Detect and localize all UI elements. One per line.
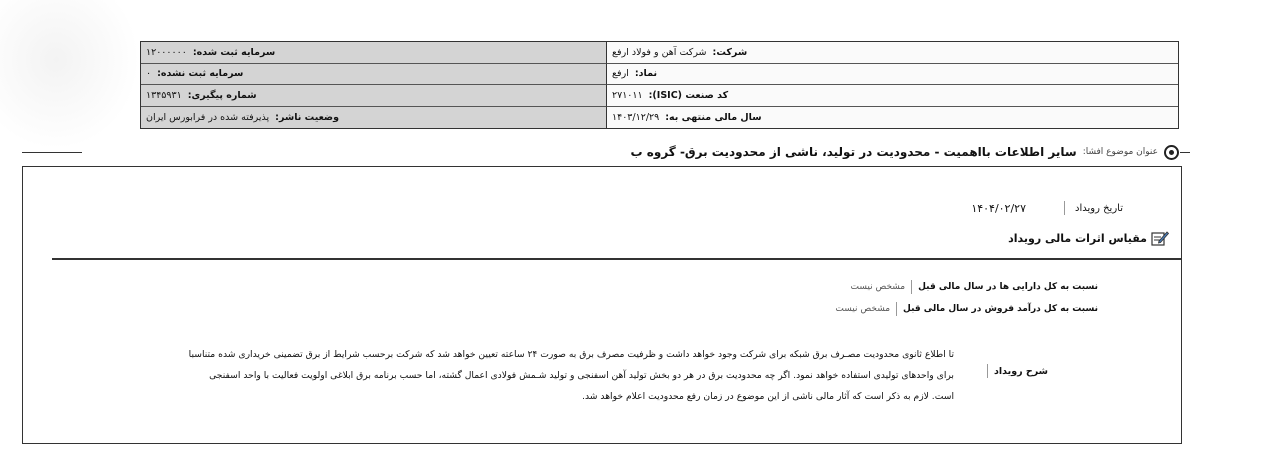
description-line: است. لازم به ذکر است که آثار مالی ناشی از این موضوع در زمان رفع محدودیت اعلام خواهد شد. <box>582 391 954 402</box>
tracking-value: ۱۳۴۵۹۳۱ <box>146 89 182 101</box>
fiscal-year-label: سال مالی منتهی به: <box>665 111 762 123</box>
fiscal-year-cell <box>607 107 1178 129</box>
company-value: شرکت آهن و فولاد ارفع <box>612 46 707 58</box>
capital-unregistered-value: ۰ <box>146 68 152 80</box>
event-description <box>114 344 954 407</box>
capital-unregistered-label: سرمایه ثبت نشده: <box>157 68 244 80</box>
date-separator <box>1064 201 1065 215</box>
isic-cell <box>607 85 1178 107</box>
publisher-status-label: وضعیت ناشر: <box>275 111 340 123</box>
ratio-sales-separator <box>896 302 897 316</box>
financial-impact-heading <box>1008 230 1169 246</box>
note-edit-icon <box>1151 230 1169 246</box>
disclosure-subject <box>631 143 1179 161</box>
description-line: تا اطلاع ثانوی محدودیت مصـرف برق شبکه برای شرکت وجود خواهد داشت و ظرفیت مصرف برق به صورت ۲۴ ساعته تعیین خواهد شد که شرکت برحسب شرایط از برق تضمینی خریداری شده متناسبا <box>188 349 954 360</box>
target-icon <box>1164 145 1179 160</box>
section-divider <box>52 258 1182 260</box>
subject-label: عنوان موضوع افشا: <box>1082 147 1158 157</box>
event-date-row <box>971 199 1123 217</box>
subject-title: سایر اطلاعات بااهمیت - محدودیت در تولید، ناشی از محدودیت برق- گروه ب <box>630 145 1077 159</box>
event-date-value: ۱۴۰۴/۰۲/۲۷ <box>971 201 1026 215</box>
publisher-status-cell <box>141 107 607 129</box>
ratio-sales-row <box>835 302 1098 316</box>
capital-registered-cell <box>141 42 607 64</box>
capital-registered-label: سرمایه ثبت شده: <box>192 46 276 58</box>
ratio-sales-label: نسبت به کل درآمد فروش در سال مالی قبل <box>903 304 1098 314</box>
ratio-assets-separator <box>911 280 912 294</box>
company-label: شرکت: <box>712 46 748 58</box>
isic-label: کد صنعت (ISIC): <box>648 89 729 101</box>
capital-unregistered-cell <box>141 64 607 86</box>
isic-value: ۲۷۱۰۱۱ <box>612 89 643 101</box>
symbol-cell <box>607 64 1178 86</box>
description-label: شرح رویداد <box>994 365 1048 377</box>
ratio-assets-value: مشخص نیست <box>850 282 906 292</box>
impact-title: مقیاس اثرات مالی رویداد <box>1008 231 1147 245</box>
publisher-status-value: پذیرفته شده در فرابورس ایران <box>146 111 270 123</box>
event-date-label: تاریخ رویداد <box>1075 202 1123 214</box>
capital-registered-value: ۱۲۰۰۰۰۰۰ <box>146 46 187 58</box>
ratio-assets-label: نسبت به کل دارایی ها در سال مالی قبل <box>918 282 1098 292</box>
subject-rule-right <box>1180 152 1190 153</box>
description-line: برای واحدهای تولیدی استفاده خواهد نمود. اگر چه محدودیت برق در هر دو بخش تولید آهن اسفنجی و تولید شـمش فولادی اعمال گشته، اما حسب برنامه برق ابلاغی اولویت فعالیت با واحد اسفنجی <box>209 370 954 381</box>
ratio-sales-value: مشخص نیست <box>835 304 891 314</box>
subject-rule-left <box>22 152 82 153</box>
description-separator <box>987 364 988 378</box>
fiscal-year-value: ۱۴۰۳/۱۲/۲۹ <box>612 111 660 123</box>
scan-smudge <box>0 0 140 150</box>
ratio-assets-row <box>851 280 1099 294</box>
company-info-table <box>140 41 1179 129</box>
symbol-value: ارفع <box>612 68 629 80</box>
tracking-cell <box>141 85 607 107</box>
tracking-label: شماره پیگیری: <box>187 89 257 101</box>
symbol-label: نماد: <box>634 68 658 80</box>
description-label-wrap <box>987 364 1048 378</box>
company-cell <box>607 42 1178 64</box>
